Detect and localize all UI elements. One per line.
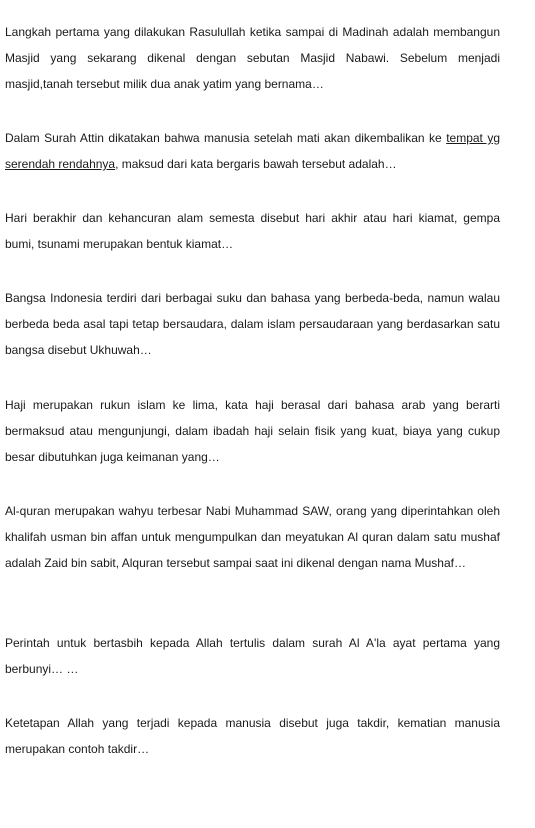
question-paragraph-6: Al-quran merupakan wahyu terbesar Nabi Muhammad SAW, orang yang diperintahkan oleh khalifah usman bin affan untuk mengumpulkan dan meyatukan Al quran dalam satu mushaf adalah Zaid bin sabit, Alquran tersebut sampai saat ini dikenal dengan nama Mushaf… xyxy=(5,504,500,570)
question-paragraph-1: Langkah pertama yang dilakukan Rasulullah ketika sampai di Madinah adalah membangun Masjid yang sekarang dikenal dengan sebutan Masjid Nabawi. Sebelum menjadi masjid,tanah tersebut milik dua anak yatim yang bernama… xyxy=(5,25,500,91)
question-paragraph-7: Perintah untuk bertasbih kepada Allah tertulis dalam surah Al A'la ayat pertama yang berbunyi… … xyxy=(5,636,500,676)
question-paragraph-4: Bangsa Indonesia terdiri dari berbagai suku dan bahasa yang berbeda-beda, namun walau berbeda beda asal tapi tetap bersaudara, dalam islam persaudaraan yang berdasarkan satu bangsa disebut Ukhuwah… xyxy=(5,291,500,357)
underlined-phrase: tempat yg serendah rendahnya xyxy=(5,131,500,171)
question-2-text-before: Dalam Surah Attin dikatakan bahwa manusia setelah mati akan dikembalikan ke xyxy=(5,131,447,145)
question-2-text-after: , maksud dari kata bergaris bawah tersebut adalah… xyxy=(115,157,397,171)
question-paragraph-3: Hari berakhir dan kehancuran alam semesta disebut hari akhir atau hari kiamat, gempa bumi, tsunami merupakan bentuk kiamat… xyxy=(5,211,500,251)
question-paragraph-2 xyxy=(5,125,500,177)
question-paragraph-5: Haji merupakan rukun islam ke lima, kata haji berasal dari bahasa arab yang berarti bermaksud atau mengunjungi, dalam ibadah haji selain fisik yang kuat, biaya yang cukup besar dibutuhkan juga keimanan yang… xyxy=(5,398,500,464)
question-paragraph-8: Ketetapan Allah yang terjadi kepada manusia disebut juga takdir, kematian manusia merupakan contoh takdir… xyxy=(5,716,500,756)
